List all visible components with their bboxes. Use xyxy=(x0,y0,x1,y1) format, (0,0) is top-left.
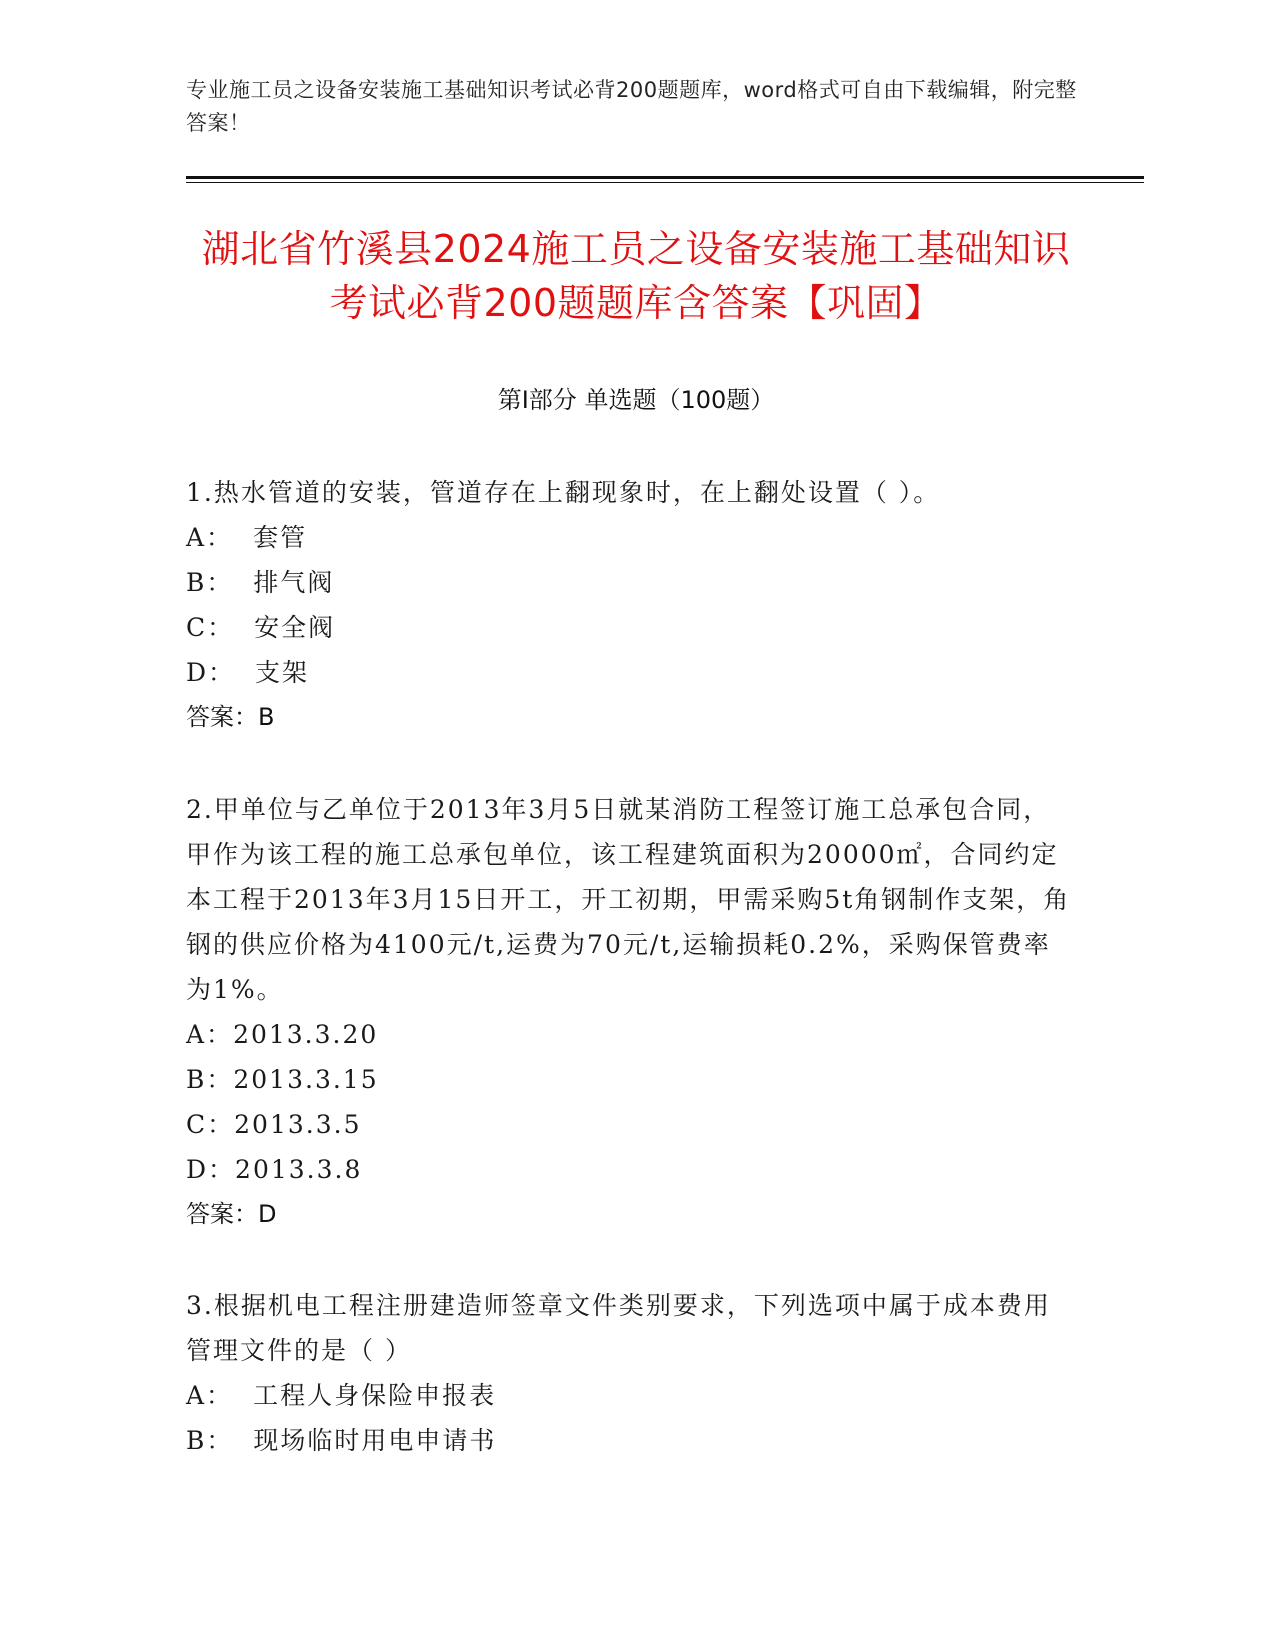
option-text: 排气阀 xyxy=(253,568,335,597)
header-divider-thick xyxy=(186,176,1144,179)
option-key: A： xyxy=(186,1020,234,1049)
question-3 xyxy=(186,1283,1076,1463)
header-note: 专业施工员之设备安装施工基础知识考试必背200题题库，word格式可自由下载编辑，附完整答案！ xyxy=(186,78,1077,135)
option-key: B： xyxy=(186,1065,234,1094)
question-stem: 3.根据机电工程注册建造师签章文件类别要求，下列选项中属于成本费用管理文件的是（ ） xyxy=(186,1291,1051,1365)
option-text: 2013.3.5 xyxy=(234,1110,362,1139)
option-text: 工程人身保险申报表 xyxy=(253,1381,497,1410)
question-stem: 2.甲单位与乙单位于2013年3月5日就某消防工程签订施工总承包合同，甲作为该工程的施工总承包单位，该工程建筑面积为20000㎡，合同约定本工程于2013年3月15日开工，开工初期，甲需采购5t角钢制作支架，角钢的供应价格为4100元/t,运费为70元/t,运输损耗0.2%，采购保管费率为1%。 xyxy=(186,795,1071,1004)
option-key: A： xyxy=(186,1381,234,1410)
option-key: C： xyxy=(186,1110,235,1139)
option-d xyxy=(186,650,1076,695)
question-2 xyxy=(186,787,1076,1237)
option-text: 2013.3.8 xyxy=(235,1155,363,1184)
option-text: 安全阀 xyxy=(254,613,336,642)
option-key: B： xyxy=(186,1426,234,1455)
option-key: D： xyxy=(186,1155,236,1184)
option-text: 支架 xyxy=(255,658,310,687)
option-a xyxy=(186,1012,1076,1057)
option-text: 2013.3.20 xyxy=(233,1020,379,1049)
option-key: D： xyxy=(186,658,236,687)
option-c xyxy=(186,1102,1076,1147)
option-text: 2013.3.15 xyxy=(233,1065,379,1094)
option-b xyxy=(186,1057,1076,1102)
option-key: B： xyxy=(186,568,234,597)
section-title: 第I部分 单选题（100题） xyxy=(497,386,775,414)
question-1 xyxy=(186,470,1076,740)
option-text: 套管 xyxy=(253,523,308,552)
option-d xyxy=(186,1147,1076,1192)
option-key: A： xyxy=(186,523,234,552)
option-a xyxy=(186,1373,1076,1418)
question-stem: 1.热水管道的安装，管道存在上翻现象时，在上翻处设置（ ）。 xyxy=(186,478,941,507)
option-key: C： xyxy=(186,613,235,642)
option-b xyxy=(186,560,1076,605)
header-divider-thin xyxy=(186,182,1144,183)
option-b xyxy=(186,1418,1076,1463)
option-a xyxy=(186,515,1076,560)
document-title: 湖北省竹溪县2024施工员之设备安装施工基础知识考试必背200题题库含答案【巩固】 xyxy=(201,227,1071,325)
option-text: 现场临时用电申请书 xyxy=(253,1426,497,1455)
option-c xyxy=(186,605,1076,650)
answer: 答案：D xyxy=(186,1200,277,1228)
answer: 答案：B xyxy=(186,703,275,731)
